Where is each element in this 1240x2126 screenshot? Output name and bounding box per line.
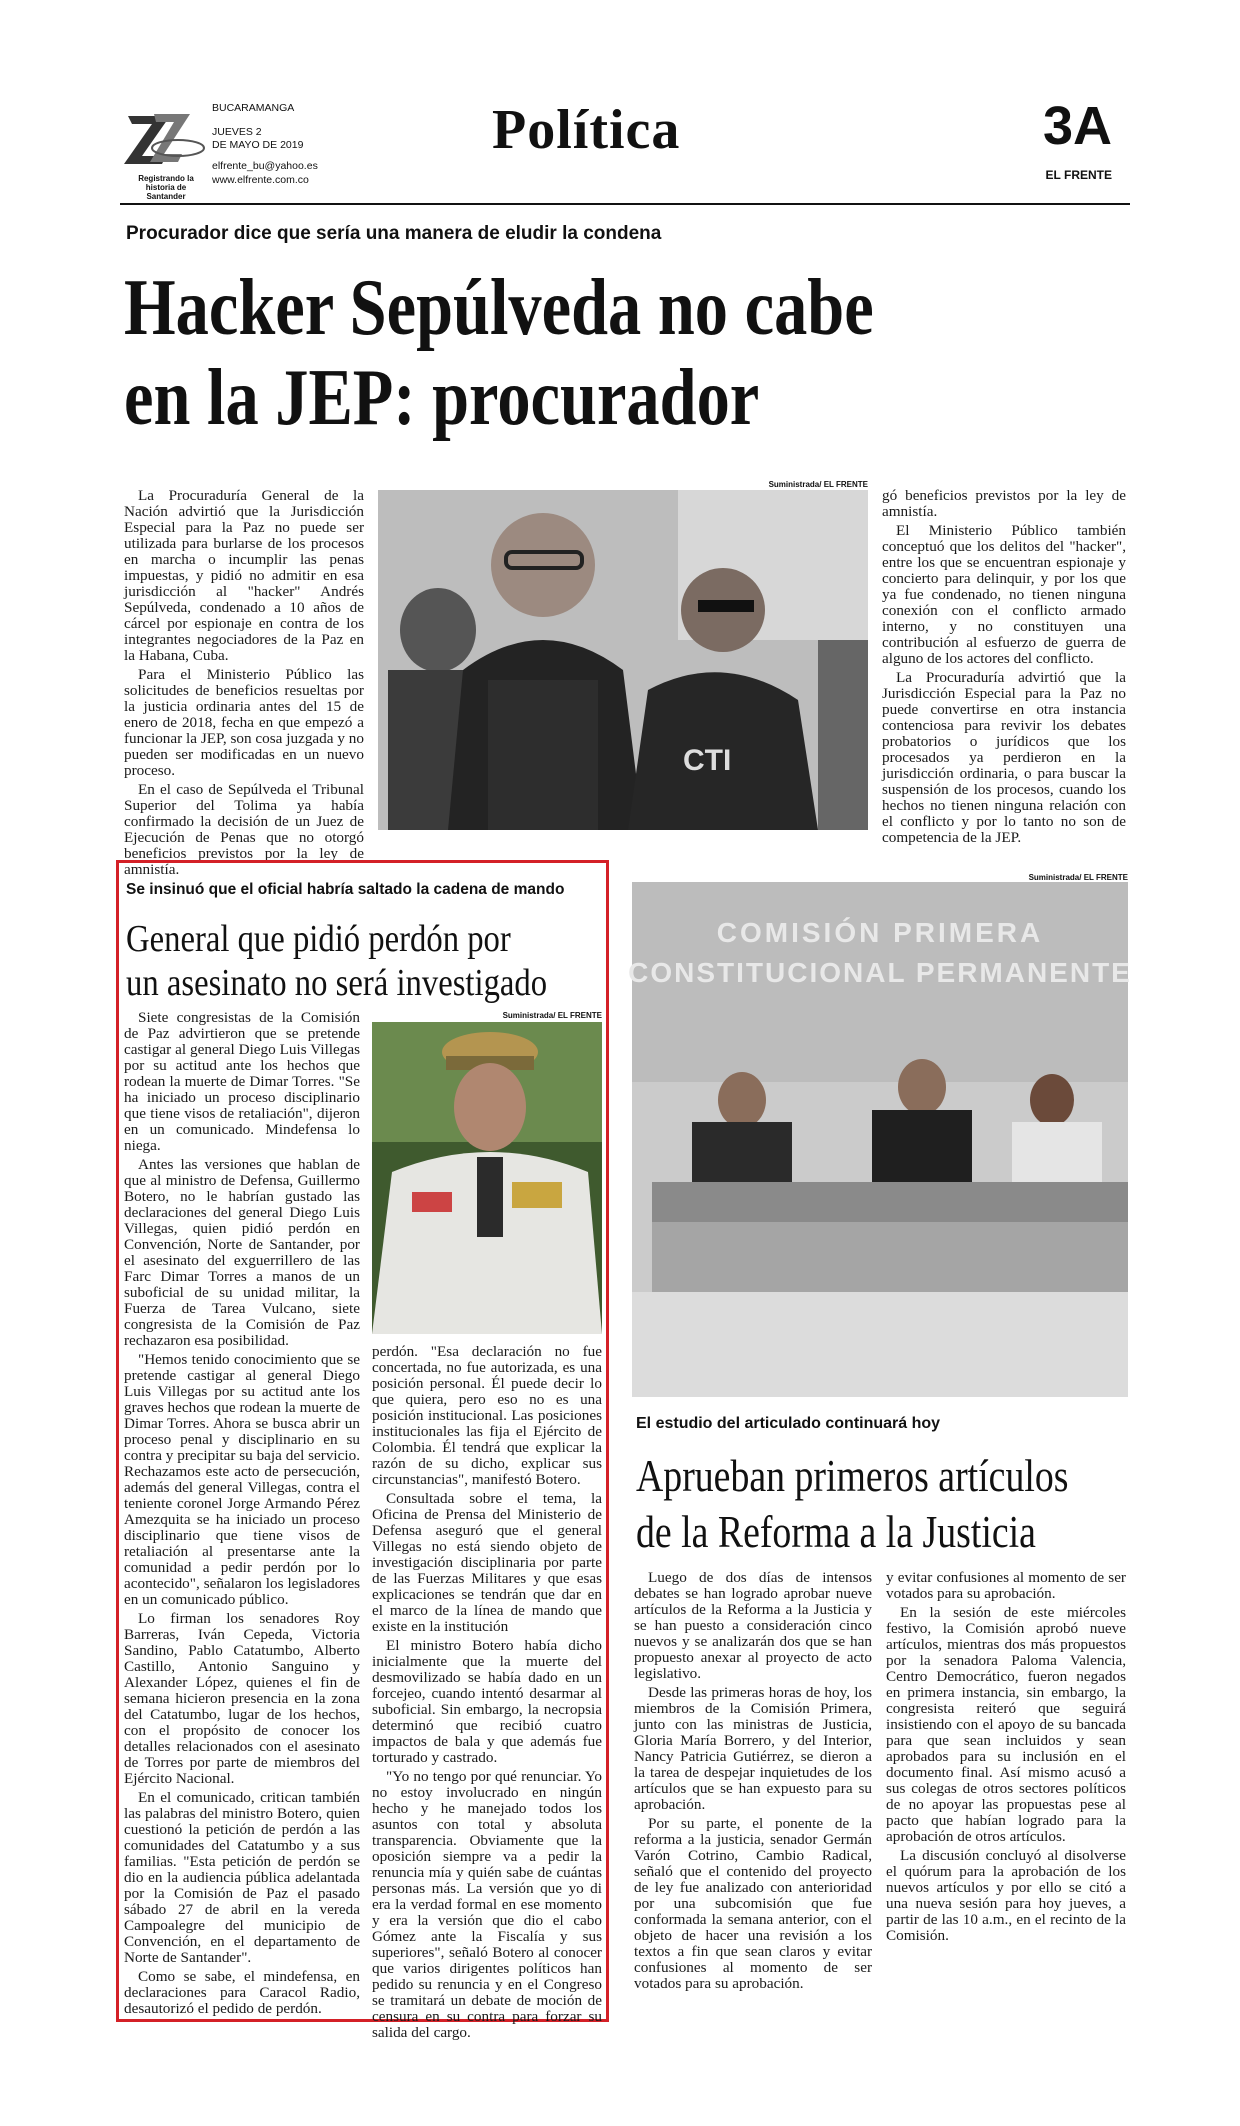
story3-headline-line1: Aprueban primeros artículos: [636, 1451, 1069, 1501]
vest-label: CTI: [683, 744, 732, 777]
story3-headline: [636, 1448, 1123, 1560]
header-city: BUCARAMANGA: [212, 102, 295, 114]
story3-kicker: El estudio del articulado continuará hoy: [636, 1415, 941, 1432]
story2-photo: [372, 1011, 602, 1334]
story2-photo-credit: Suministrada/ EL FRENTE: [502, 1011, 602, 1020]
story2-headline: [126, 917, 608, 1005]
newspaper-name: EL FRENTE: [1045, 168, 1112, 182]
story1-column-2: gó beneficios previstos por la ley de amnistía. El Ministerio Público también conceptuó que los delitos del "hacker", entre los que se encuentran espionaje y concierto para delinquir, y por los que ya fue condenado, no tienen ninguna conexión con el conflicto armado interno, y no constituyen una contribución al esfuerzo de guerra de alguno de los actores del conflicto. La Procuraduría advirtió que la Jurisdicción Especial para la Paz no puede convertirse en otra instancia contenciosa para revivir los debates probatorios o jurídicos que los procesados ya perdieron en la jurisdicción ordinaria, o para buscar la suspensión de los procesos, cuando los hechos no tienen ninguna relación con el conflicto y por lo tanto no son de competencia de la JEP.: [882, 487, 1126, 846]
header-date-day: JUEVES 2: [212, 126, 262, 138]
header-email: elfrente_bu@yahoo.es: [212, 160, 318, 172]
story3-column-1: Luego de dos días de intensos debates se han logrado aprobar nueve artículos de la Reforma a la Justicia y se han puesto a consideración cinco nuevos y se analizarán dos que se han propuesto anexar al proyecto de acto legislativo. Desde las primeras horas de hoy, los miembros de la Comisión Primera, junto con las ministras de Justicia, Gloria María Borrero, y del Interior, Nancy Patricia Gutiérrez, se dieron a la tarea de despejar inquietudes de los artículos que se han expuesto para su aprobación. Por su parte, el ponente de la reforma a la justicia, senador Germán Varón Cotrino, Cambio Radical, señaló que el contenido del proyecto de ley fue analizado con anterioridad por una subcomisión que fue conformada la semana anterior, con el objeto de hacer una revisión a los textos a fin que sean claros y evitar confusiones al momento de ser votados para su aprobación.: [634, 1569, 872, 1992]
story1-photo-credit: Suministrada/ EL FRENTE: [768, 480, 868, 489]
newspaper-logo: [120, 104, 208, 174]
story3-column-2: y evitar confusiones al momento de ser votados para su aprobación. En la sesión de este miércoles festivo, la Comisión aprobó nueve artículos, mientras dos más propuestos por la senadora Paloma Valencia, Centro Democrático, fueron negados en primera instancia, sin embargo, la congresista reiteró que seguirá insistiendo con el apoyo de su bancada para que sean incluidos y sean aprobados para su inclusión en el documento final. Así mismo acusó a sus colegas de otros sectores políticos de no apoyar las propuestas pese al pacto que habían logrado para la aprobación de otros artículos. La discusión concluyó al disolverse el quórum para la aprobación de los nuevos artículos y por ello se citó a una nueva sesión para hoy jueves, a partir de las 10 a.m., en el recinto de la Comisión.: [886, 1569, 1126, 1944]
header-rule: [120, 203, 1130, 205]
story3-headline-line2: de la Reforma a la Justicia: [636, 1507, 1036, 1557]
story2-column-2: perdón. "Esa declaración no fue concertada, no fue autorizada, es una posición personal. Él puede decir lo que quiera, pero eso no es una posición institucional. Las posiciones institucionales las fija el Ejército de Colombia. Él tendrá que explicar la razón de su dicho, explicar sus circunstancias", manifestó Botero. Consultada sobre el tema, la Oficina de Prensa del Ministerio de Defensa aseguró que el general Villegas no está siendo objeto de investigación disciplinaria por parte de las Fuerzas Militares y que esas explicaciones se tendrán que dar en el marco de la línea de mando que existe en la institución El ministro Botero había dicho inicialmente que la muerte del desmovilizado se había dado en un forcejeo, cuando intentó desarmar al suboficial. Sin embargo, la necropsia determinó que recibió cuatro impactos de bala y que además fue torturado y castrado. "Yo no tengo por qué renunciar. Yo no estoy involucrado en ningún hecho y he manejado todos los asuntos con total y absoluta transparencia. Obviamente que la oposición siempre va a pedir la renuncia mía y quién sabe de cuántas personas más. La versión que yo di era la verdad formal en ese momento y era la versión que dio el cabo Gómez ante la Fiscalía y sus superiores", señaló Botero al conocer que varios dirigentes políticos han pedido su renuncia y en el Congreso se tramitará un debate de moción de censura en su contra para forzar su salida del cargo.: [372, 1343, 602, 2041]
page-number: 3A: [1042, 96, 1112, 156]
commission-session-photo: [628, 882, 1132, 1397]
story1-photo: [378, 480, 868, 830]
story1-headline-line1: Hacker Sepúlveda no cabe: [124, 262, 874, 352]
story2-headline-line1: General que pidió perdón por: [126, 918, 511, 960]
masthead: [120, 96, 1130, 206]
story2-headline-line2: un asesinato no será investigado: [126, 962, 548, 1004]
section-title: Política: [492, 99, 681, 161]
story1-headline-line2: en la JEP: procurador: [124, 352, 760, 442]
story1-kicker: Procurador dice que sería una manera de eludir la condena: [126, 223, 662, 244]
general-portrait-photo: [372, 1022, 602, 1334]
header-web: www.elfrente.com.co: [212, 174, 309, 186]
story3-photo: [628, 882, 1132, 1397]
story3-photo-credit: Suministrada/ EL FRENTE: [1028, 873, 1128, 882]
logo-graphic-icon: [120, 104, 208, 174]
story2-kicker: Se insinuó que el oficial habría saltado la cadena de mando: [126, 881, 565, 898]
logo-tagline: Registrando la historia de Santander: [138, 174, 194, 201]
header-date: DE MAYO DE 2019: [212, 139, 304, 151]
story1-headline: [124, 262, 944, 442]
story2-column-1: Siete congresistas de la Comisión de Paz advirtieron que se pretende castigar al general Diego Luis Villegas por su actitud ante los hechos que rodean la muerte de Dimar Torres. "Se ha iniciado un proceso disciplinario que tiene visos de retaliación", dijeron en un comunicado. Mindefensa lo niega. Antes las versiones que hablan de que al ministro de Defensa, Guillermo Botero, no le habrían gustado las declaraciones del general Diego Luis Villegas, quien pidió perdón en Convención, Norte de Santander, por el asesinato del exguerrillero de las Farc Dimar Torres a manos de un suboficial de su unidad militar, la Fuerza de Tarea Vulcano, siete congresista de la Comisión de Paz rechazaron esa posibilidad. "Hemos tenido conocimiento que se pretende castigar al general Diego Luis Villegas por su actitud ante los graves hechos que rodean la muerte de Dimar Torres. Ahora se busca abrir un proceso penal y disciplinario en su contra y precipitar su baja del servicio. Rechazamos este acto de persecución, además del general Villegas, contra el teniente coronel Jorge Armando Pérez Amezquita se ha iniciado un proceso disciplinario que tiene visos de retaliación al presentarse ante la comunidad a pedir perdón por lo acontecido", señalaron los legisladores en un comunicado público. Lo firman los senadores Roy Barreras, Iván Cepeda, Victoria Sandino, Pablo Catatumbo, Alberto Castillo, Antonio Sanguino y Alexander López, quienes el fin de semana hicieron presencia en la zona del Catatumbo, lugar de los hechos, con el propósito de conocer los detalles relacionados con el asesinato de Torres por parte de miembros del Ejército Nacional. En el comunicado, critican también las palabras del ministro Botero, quien cuestionó la petición de perdón a las comunidades del Catatumbo y a sus familias. "Esta petición de perdón se dio en la audiencia pública adelantada por la Comisión de Paz el pasado sábado 27 de abril en la vereda Campoalegre del municipio de Convención, en el departamento de Norte de Santander". Como se sabe, el mindefensa, en declaraciones para Caracol Radio, desautorizó el pedido de perdón.: [124, 1009, 360, 2017]
story1-column-1: La Procuraduría General de la Nación advirtió que la Jurisdicción Especial para la Paz no puede ser utilizada para burlarse de los procesos en marcha o incumplir las penas impuestas, y pidió no admitir en esa jurisdicción al "hacker" Andrés Sepúlveda, condenado a 10 años de cárcel por espionaje en contra de los integrantes negociadores de la Paz en la Habana, Cuba. Para el Ministerio Público las solicitudes de beneficios resueltas por la justicia ordinaria antes del 15 de enero de 2018, fecha en que empezó a funcionar la JEP, son cosa juzgada y no pueden ser modificadas en un nuevo proceso. En el caso de Sepúlveda el Tribunal Superior del Tolima ya había confirmado la decisión de un Juez de Ejecución de Penas que no otorgó beneficios previstos por la ley de amnistía.: [124, 487, 364, 878]
banner-line1: COMISIÓN PRIMERA: [716, 917, 1044, 948]
detainee-escort-photo: [378, 490, 868, 830]
banner-line2: CONSTITUCIONAL PERMANENTE: [628, 957, 1132, 988]
